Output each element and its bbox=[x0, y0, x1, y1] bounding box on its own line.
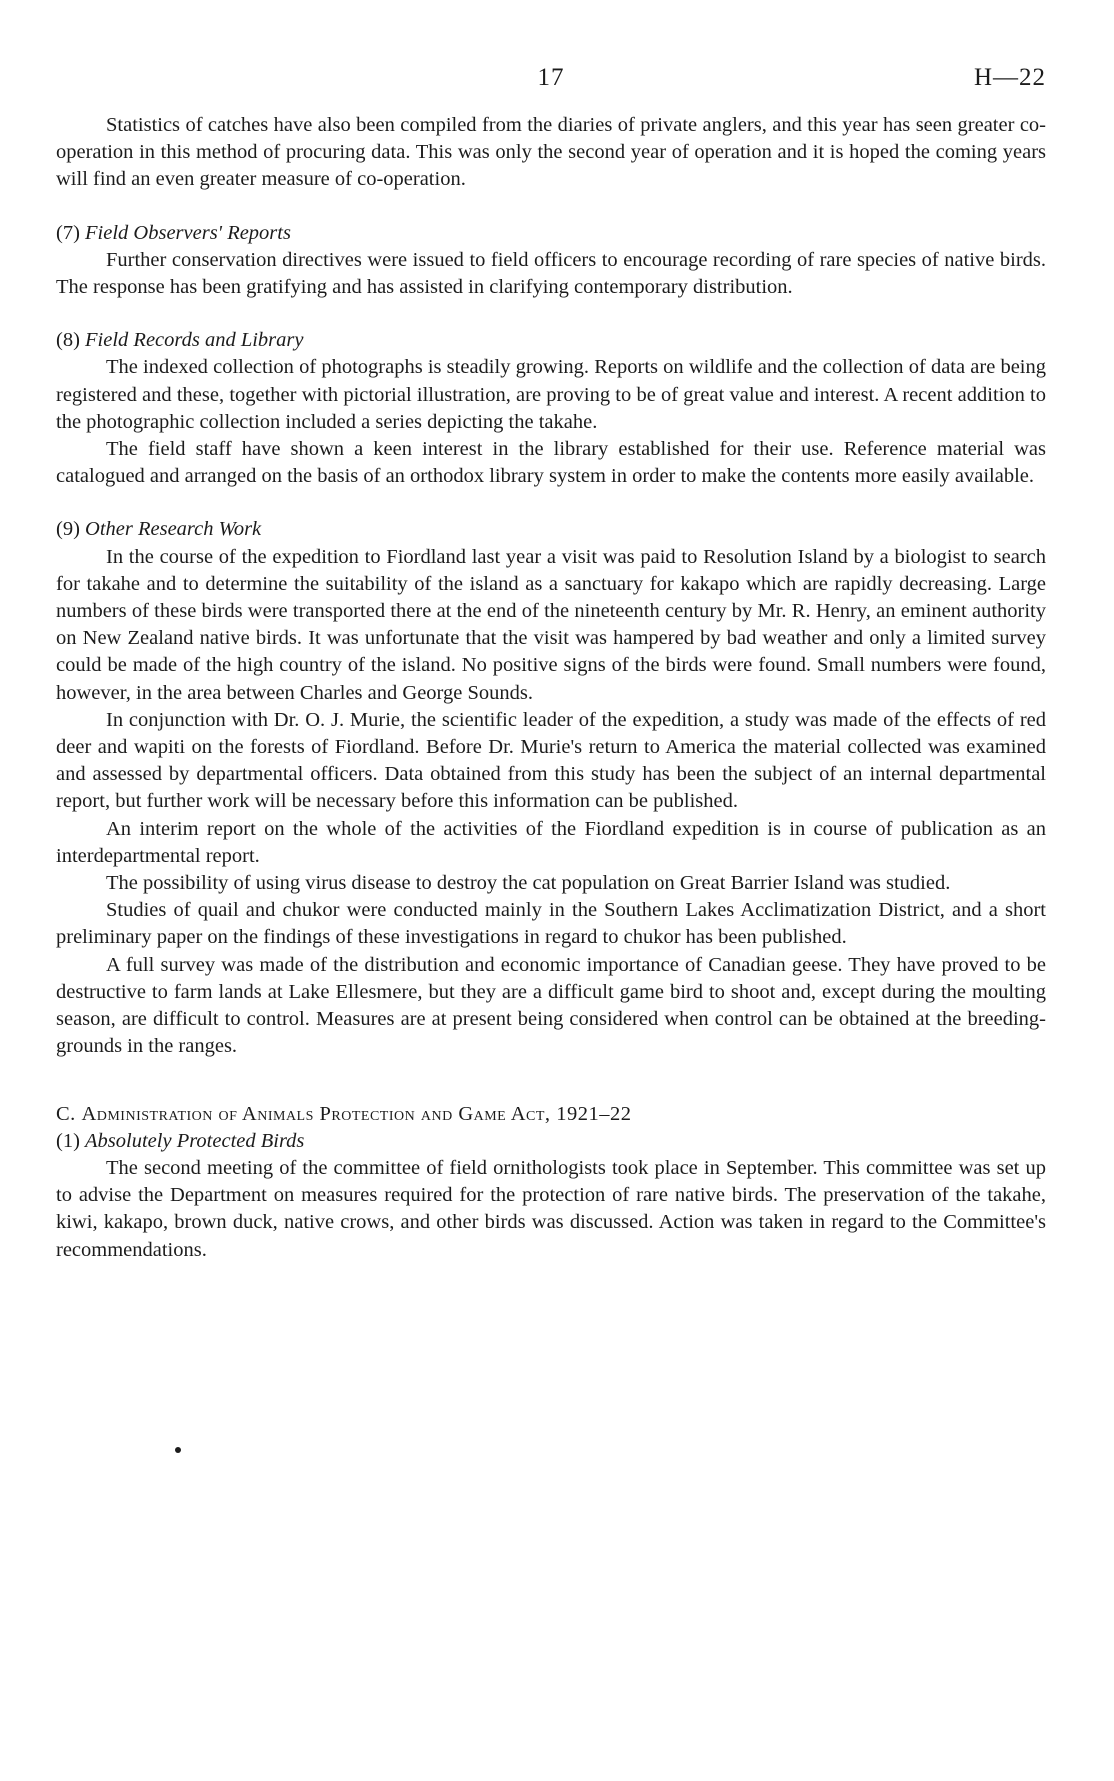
part-c-subsection-1-title: Absolutely Protected Birds bbox=[85, 1129, 305, 1152]
part-c-subsection-1-heading bbox=[56, 1128, 1046, 1155]
section-9-heading bbox=[56, 516, 1046, 543]
section-9-paragraph-3: An interim report on the whole of the activities of the Fiordland expedition is in course of publication as an interdepartmental report. bbox=[56, 817, 1046, 867]
document-code: H—22 bbox=[973, 64, 1046, 91]
section-9-paragraph-6: A full survey was made of the distribution and economic importance of Canadian geese. They have proved to be destructive to farm lands at Lake Ellesmere, but they are a difficult game bird to shoot and, except during the moulting season, are difficult to control. Measures are at present being considered when control can be obtained at the breeding-grounds in the ranges. bbox=[56, 953, 1046, 1058]
page-number: 17 bbox=[537, 64, 565, 91]
part-c-title: Administration of Animals Protection and Game Act, bbox=[81, 1102, 551, 1125]
section-7-heading bbox=[56, 220, 1046, 247]
page-header bbox=[56, 0, 1046, 112]
stray-dot-mark bbox=[175, 1447, 181, 1453]
section-9-paragraph-5: Studies of quail and chukor were conducted mainly in the Southern Lakes Acclimatization District, and a short preliminary paper on the findings of these investigations in regard to chukor has been published. bbox=[56, 899, 1046, 949]
section-8-title: Field Records and Library bbox=[85, 329, 304, 352]
part-c-subsection-1-number: (1) bbox=[56, 1129, 80, 1152]
section-7-paragraph-1: Further conservation directives were issued to field officers to encourage recording of rare species of native birds. The response has been gratifying and has assisted in clarifying contemporary distribution. bbox=[56, 248, 1046, 299]
section-8-paragraph-1: The indexed collection of photographs is steadily growing. Reports on wildlife and the collection of data are being registered and these, together with pictorial illustration, are proving to be of great value and interest. A recent addition to the photographic collection included a series depicting the takahe. bbox=[56, 356, 1046, 433]
section-9-paragraph-4: The possibility of using virus disease to destroy the cat population on Great Barrier Island was studied. bbox=[106, 872, 951, 895]
section-8-paragraph-2: The field staff have shown a keen interest in the library established for their use. Reference material was catalogued and arranged on the basis of an orthodox library system in order to make the contents more easily available. bbox=[56, 438, 1046, 488]
section-7-number: (7) bbox=[56, 221, 80, 244]
section-9-title: Other Research Work bbox=[85, 518, 262, 541]
document-page bbox=[56, 0, 1046, 1264]
part-c-heading bbox=[56, 1101, 1046, 1128]
section-8-heading bbox=[56, 327, 1046, 354]
section-7-title: Field Observers' Reports bbox=[85, 221, 291, 244]
section-9-paragraph-2: In conjunction with Dr. O. J. Murie, the scientific leader of the expedition, a study was made of the effects of red deer and wapiti on the forests of Fiordland. Before Dr. Murie's return to America the material collected was examined and assessed by departmental officers. Data obtained from this study has been the subject of an internal departmental report, but further work will be necessary before this information can be published. bbox=[56, 708, 1046, 813]
section-9-paragraph-1: In the course of the expedition to Fiordland last year a visit was paid to Resolution Island by a biologist to search for takahe and to determine the suitability of the island as a sanctuary for kakapo which are rapidly decreasing. Large numbers of these birds were transported there at the end of the nineteenth century by Mr. R. Henry, an eminent authority on New Zealand native birds. It was unfortunate that the visit was hampered by bad weather and only a limited survey could be made of the high country of the island. No positive signs of the birds were found. Small numbers were found, however, in the area between Charles and George Sounds. bbox=[56, 545, 1046, 704]
part-c-letter: C. bbox=[56, 1102, 76, 1125]
part-c-years: 1921–22 bbox=[556, 1102, 632, 1125]
section-9-number: (9) bbox=[56, 518, 80, 541]
part-c-subsection-1-paragraph-1: The second meeting of the committee of field ornithologists took place in September. This committee was set up to advise the Department on measures required for the protection of rare native birds. The preservation of the takahe, kiwi, kakapo, brown duck, native crows, and other birds was discussed. Action was taken in regard to the Committee's recommendations. bbox=[56, 1156, 1046, 1261]
section-8-number: (8) bbox=[56, 329, 80, 352]
intro-paragraph: Statistics of catches have also been compiled from the diaries of private anglers, and this year has seen greater co-operation in this method of procuring data. This was only the second year of operation and it is hoped the coming years will find an even greater measure of co-operation. bbox=[56, 114, 1046, 191]
